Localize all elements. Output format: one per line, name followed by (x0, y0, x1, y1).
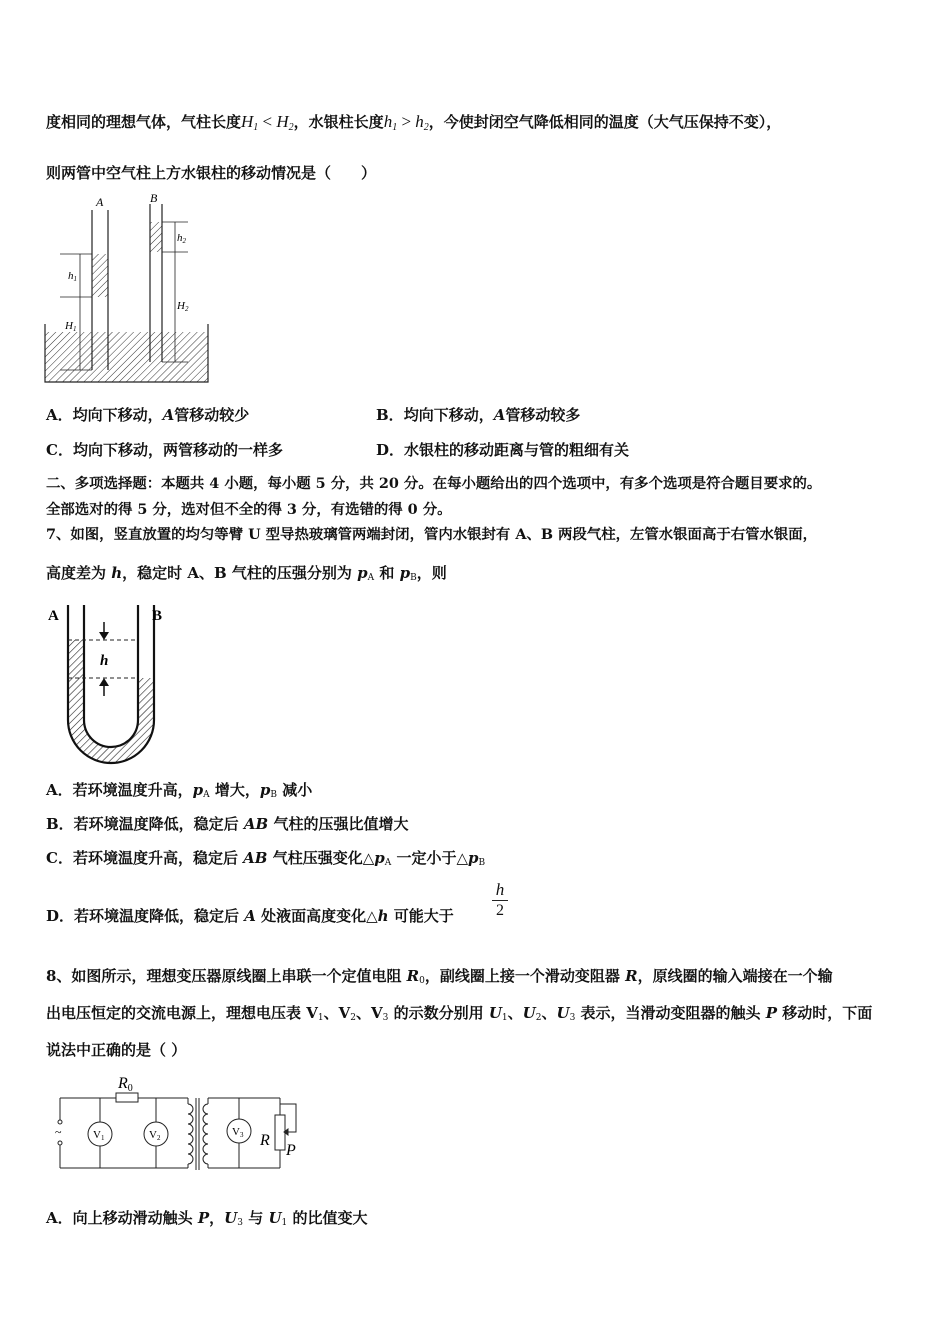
rheostat-r (275, 1115, 285, 1150)
label-ac-source: ~ (55, 1125, 62, 1139)
q7-u-tube-figure (44, 600, 174, 768)
secondary-coil (203, 1104, 208, 1164)
tube-b-label: B (150, 192, 158, 205)
q6-option-d: D．水银柱的移动距离与管的粗细有关 (376, 441, 630, 459)
q6-line1-text-a: 度相同的理想气体，气柱长度 (46, 113, 242, 131)
label-v1: V1 (93, 1129, 105, 1142)
section2-line1: 二、多项选择题：本题共 4 小题，每小题 5 分，共 20 分。在每小题给出的四个选项中，有多个选项是符合题目要求的。 (46, 475, 822, 492)
tube-a-mercury (92, 254, 108, 297)
q7-fraction-h-over-2: h 2 (492, 880, 508, 921)
q6-line1 (46, 112, 781, 138)
q6-tube-figure (40, 192, 215, 387)
label-B: B (152, 608, 163, 624)
arrow-down (99, 632, 109, 640)
q7-option-b: B．若环境温度降低，稳定后 AB 气柱的压强比值增大 (46, 815, 409, 833)
label-r: R (260, 1132, 270, 1149)
label-r0: R0 (118, 1075, 133, 1094)
q8-circuit-figure (48, 1070, 308, 1180)
q6-line2: 则两管中空气柱上方水银柱的移动情况是（ ） (46, 164, 377, 182)
q6-option-b: B．均向下移动，A管移动较多 (376, 406, 581, 424)
mercury-trough (45, 332, 208, 382)
q6-line1-text-c: ，今使封闭空气降低相同的温度（大气压保持不变）， (428, 113, 782, 131)
tube-b-inner-mercury (150, 332, 162, 362)
q7-option-a: A．若环境温度升高，$p_A$ 增大，$p_B$ 减小 (46, 781, 313, 800)
q7-option-c: C．若环境温度升高，稳定后 AB 气柱压强变化$\triangle p_A$ 一定小于$\triangle p_B$ (46, 849, 486, 868)
label-A: A (48, 608, 59, 624)
tube-b-mercury (150, 222, 162, 252)
label-h1: h1 (68, 270, 77, 283)
section2-line2: 全部选对的得 5 分，选对但不全的得 3 分，有选错的得 0 分。 (46, 501, 452, 518)
label-v2: V2 (149, 1129, 161, 1142)
primary-coil (188, 1104, 193, 1164)
label-v3: V3 (232, 1126, 244, 1139)
q8-line2: 出电压恒定的交流电源上，理想电压表 $V_1$、$V_2$、$V_3$ 的示数分别用 $U_1$、$U_2$、$U_3$ 表示，当滑动变阻器的触头 P 移动时，下面 (46, 1004, 873, 1023)
q6-formula-h: h1 > h2 (383, 112, 429, 133)
q6-line1-text-b: ，水银柱长度 (293, 113, 384, 131)
u-tube-inner-wall (84, 605, 138, 747)
resistor-r0 (116, 1093, 138, 1102)
label-h: h (100, 653, 109, 669)
u-tube-mercury (68, 640, 154, 763)
arrow-up (99, 678, 109, 686)
label-p: P (286, 1142, 296, 1159)
q6-option-c: C．均向下移动，两管移动的一样多 (46, 441, 283, 459)
label-H2: H2 (177, 300, 189, 313)
q7-line2: 高度差为 h，稳定时 A、B 气柱的压强分别为 $p_A$ 和 $p_B$，则 (46, 564, 447, 583)
tube-a-label: A (96, 195, 104, 209)
q7-line1: 7、如图，竖直放置的均匀等臂 U 型导热玻璃管两端封闭，管内水银封有 A、B 两段气柱，左管水银面高于右管水银面， (46, 526, 818, 543)
tube-a-inner-mercury (92, 332, 108, 370)
q8-option-a: A．向上移动滑动触头 P，$U_3$ 与 $U_1$ 的比值变大 (46, 1209, 368, 1228)
q8-line3: 说法中正确的是（ ） (46, 1041, 187, 1059)
q7-option-d: D．若环境温度降低，稳定后 A 处液面高度变化△h 可能大于 (46, 907, 454, 925)
label-h2: h2 (177, 232, 186, 245)
q6-option-a: A．均向下移动，A管移动较少 (46, 406, 250, 424)
q8-line1: 8、如图所示，理想变压器原线圈上串联一个定值电阻 $R_0$，副线圈上接一个滑动变阻器 R，原线圈的输入端接在一个输 (46, 967, 833, 986)
q6-formula-H: H1 < H2 (241, 112, 294, 133)
label-H1: H1 (65, 320, 77, 333)
